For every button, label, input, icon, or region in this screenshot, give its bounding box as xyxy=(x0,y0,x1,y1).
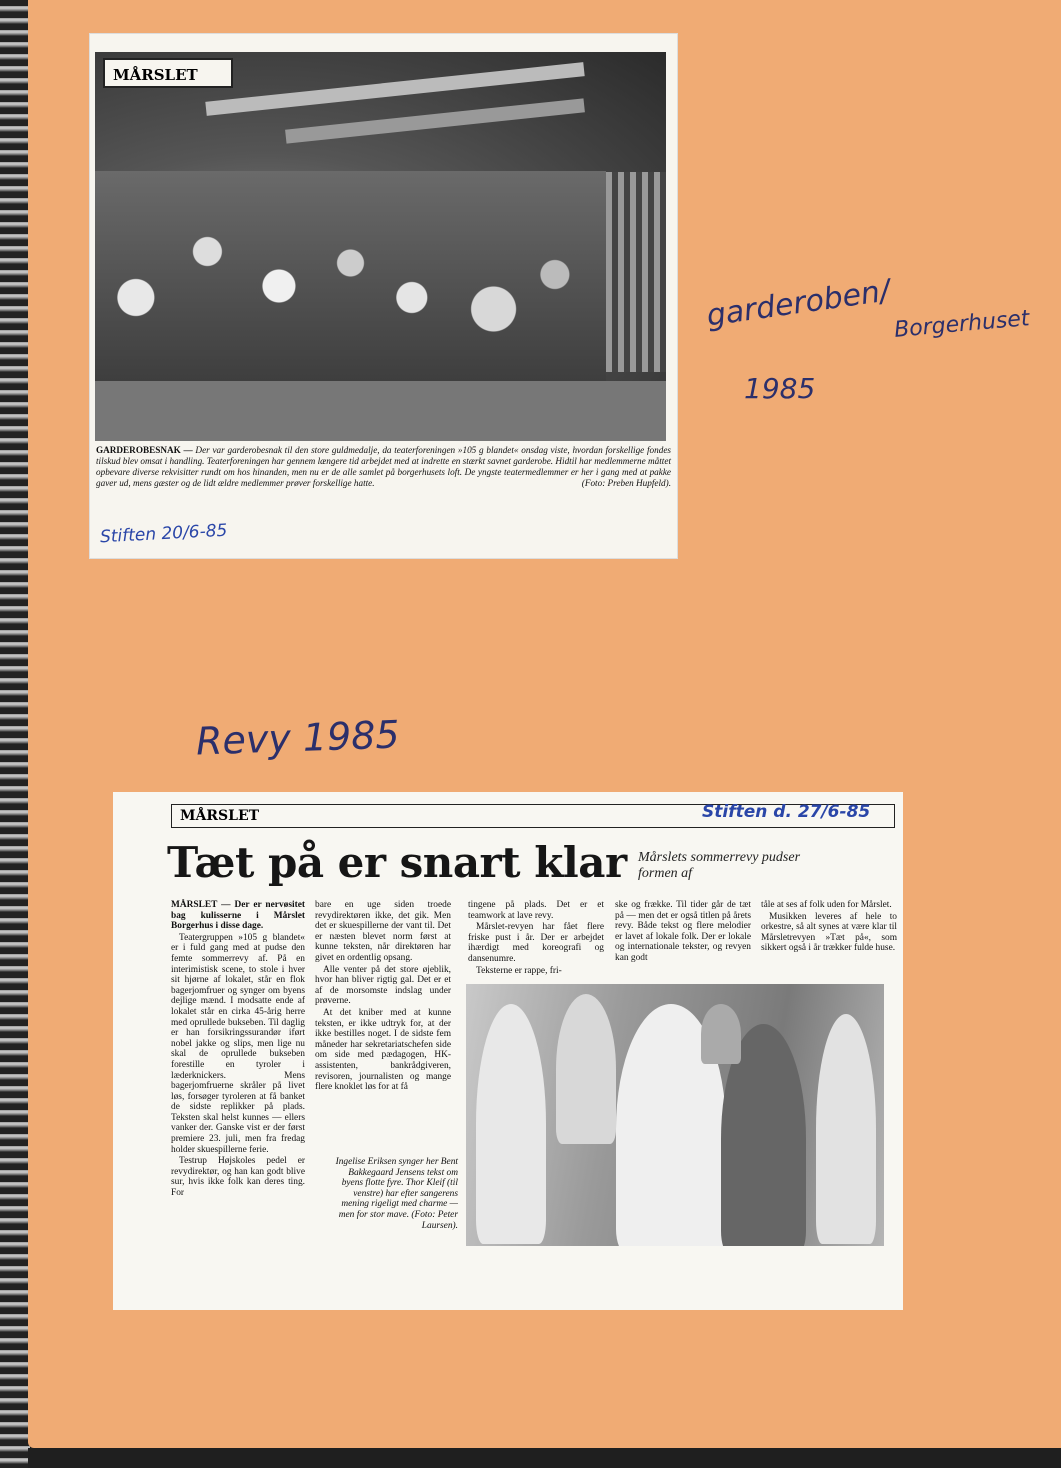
section-label-text: MÅRSLET xyxy=(180,808,260,824)
handwritten-note-year: 1985 xyxy=(744,372,816,405)
newspaper-clipping-1 xyxy=(90,34,677,558)
caption-text: Der var garderobesnak til den store guldmedalje, da teaterforeningen »105 g blandet« onsdag viste, hvordan forskellige fondes tilskud blev omsat i handling. Teaterforeningen har gennem længere tid arbejdet med at indrette en stærkt savnet garderobe. Hidtil har medlemmerne måttet opbevare diverse rekvisitter rundt om hos hinanden, men nu er de alle samlet på borgerhusets loft. De yngste teatermedlemmer er her i gang med at pakke gaver ud, mens gæster og de lidt ældre medlemmer prøver forskellige hatte. xyxy=(96,445,671,488)
caption-lead: GARDEROBESNAK — xyxy=(96,445,193,455)
garderobe-photo xyxy=(95,52,666,441)
article-column-5 xyxy=(761,900,897,955)
handwritten-note-line1: garderoben/ xyxy=(704,273,893,334)
handwritten-revy-title: Revy 1985 xyxy=(195,712,401,764)
article-lead: MÅRSLET — Der er nervøsitet bag kulisserne i Mårslet Borgerhus i disse dage. xyxy=(171,900,305,932)
article-paragraph: tingene på plads. Det er et teamwork at lave revy. xyxy=(468,900,604,921)
section-label-2 xyxy=(171,804,895,828)
article-column-4 xyxy=(615,900,751,965)
section-label: MÅRSLET xyxy=(103,58,233,88)
revy-photo xyxy=(466,984,884,1246)
article-paragraph: Testrup Højskoles pedel er revydirektør, og han kan godt blive sur, hvis ikke folk kan deres ting. For xyxy=(171,1156,305,1199)
newspaper-clipping-2 xyxy=(113,792,903,1310)
article-paragraph: Teatergruppen »105 g blandet« er i fuld gang med at pudse den femte sommerrevy af. På en interimistisk scene, to stole i hver sit hjørne af lokalet, står en flok bagerjomfruer og synger om byens dejlige mænd. I modsatte ende af lokalet står en cirka 45-årig herre med oprullede bukseben. Til daglig er han forsikringssurandør iført nobel jakke og slips, men lige nu skal de oprullede bukseben forestille en tyroler i læderknickers. Mens bagerjomfruerne skråler på livet løs, forsøger tyroleren at få banket de sidste replikker på plads. Teksten skal helst kunnes — ellers vanker der. Ganske vist er der først premiere 23. juli, men fra fredag holder skuespillerne ferie. xyxy=(171,932,305,1155)
photo-credit: (Foto: Preben Hupfeld). xyxy=(581,478,671,488)
article-paragraph: Alle venter på det store øjeblik, hvor han bliver rigtig gal. Det er et af de morsomste indslag under prøverne. xyxy=(315,964,451,1007)
article-paragraph: bare en uge siden troede revydirektøren ikke, det gik. Men det er skuespillerne der vant til. Det er næsten blevet norm først at kunne teksten, når direktøren har givet en ordentlig opsang. xyxy=(315,900,451,963)
handwritten-source: Stiften 20/6-85 xyxy=(99,520,228,548)
article-column-3 xyxy=(468,900,604,977)
article-paragraph: Musikken leveres af hele to orkestre, så alt synes at være klar til Mårsletrevyen »Tæt på«, som sikkert også i år trækker fulde huse. xyxy=(761,911,897,954)
article-paragraph: ske og frække. Til tider går de tæt på — men det er også titlen på årets revy. Både tekst og flere melodier er lavet af lokale folk. Der er lokale og internationale tekster, og revyen kan godt xyxy=(615,900,751,963)
article-paragraph: Mårslet-revyen har fået flere friske pust i år. Der er arbejdet ihærdigt med koreografi og dansenumre. xyxy=(468,922,604,964)
subhead: Mårslets sommerrevy pudser formen af xyxy=(638,850,801,881)
headline: Tæt på er snart klar xyxy=(167,838,627,887)
article-paragraph: Teksterne er rappe, fri- xyxy=(476,965,562,976)
handwritten-note-line2: Borgerhuset xyxy=(893,306,1031,343)
article-paragraph: At det kniber med at kunne teksten, er ikke udtryk for, at der ikke bestilles noget. I de sidste fem måneder har sekretariatschefen side om side med pædagogen, HK-assistenten, bankrådgiveren, revisoren, journalisten og mange flere knoklet løs for at få xyxy=(315,1007,451,1093)
photo-caption xyxy=(96,445,671,489)
article-column-2 xyxy=(315,900,451,1094)
article-column-1 xyxy=(171,900,305,1200)
photo-caption-2: Ingelise Eriksen synger her Bent Bakkegaard Jensens tekst om byens flotte fyre. Thor Kleif (til venstre) har efter sangerens mening rigeligt med charme — men for stor mave. (Foto: Peter Laursen). xyxy=(335,1157,458,1231)
handwritten-source-2: Stiften d. 27/6-85 xyxy=(702,802,871,822)
article-paragraph: tåle at ses af folk uden for Mårslet. xyxy=(761,900,892,910)
page-shadow xyxy=(28,1448,1061,1468)
spiral-binding xyxy=(0,0,30,1468)
